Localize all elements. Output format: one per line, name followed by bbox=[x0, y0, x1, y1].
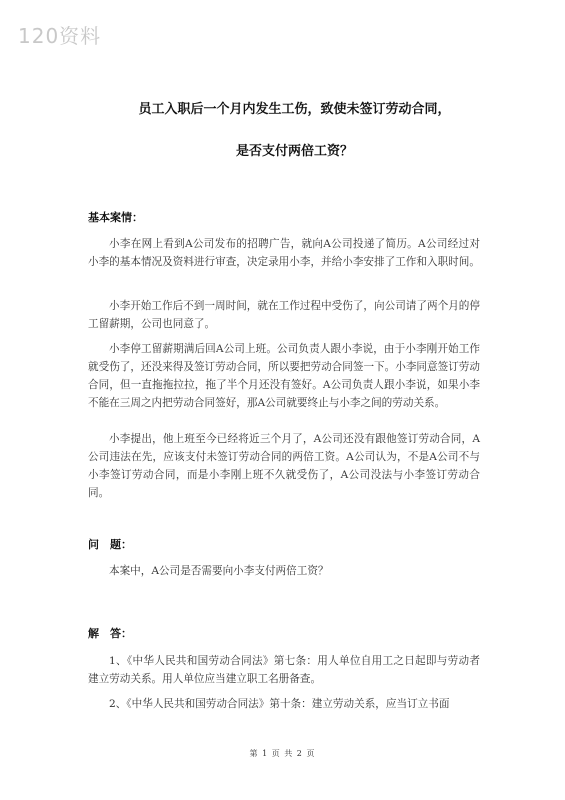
document-title-line-1: 员工入职后一个月内发生工伤，致使未签订劳动合同， bbox=[138, 102, 451, 117]
answer-item-2: 2、《中华人民共和国劳动合同法》第十条：建立劳动关系，应当订立书面 bbox=[109, 698, 450, 710]
case-paragraph-2: 小李开始工作后不到一周时间，就在工作过程中受伤了，向公司请了两个月的停工留薪期，公司也同意了。 bbox=[88, 300, 480, 330]
case-paragraph-1: 小李在网上看到A公司发布的招聘广告，就向A公司投递了简历。A公司经过对小李的基本情况及资料进行审查，决定录用小李，并给小李安排了工作和入职时间。 bbox=[88, 238, 480, 268]
question-text: 本案中，A公司是否需要向小李支付两倍工资？ bbox=[109, 565, 329, 577]
watermark: 120资料 bbox=[18, 24, 102, 48]
case-paragraph-3: 小李停工留薪期满后回A公司上班。公司负责人跟小李说，由于小李刚开始工作就受伤了，还没来得及签订劳动合同，所以要把劳动合同签一下。小李同意签订劳动合同，但一直拖拖拉拉，拖了半个月还没有签好。A公司负责人跟小李说，如果小李不能在三周之内把劳动合同签好，那A公司就要终止与小李之间的劳动关系。 bbox=[88, 343, 480, 409]
answer-heading: 解 答： bbox=[88, 627, 132, 640]
page-footer: 第 1 页 共 2 页 bbox=[249, 749, 316, 758]
case-heading: 基本案情： bbox=[88, 211, 143, 224]
question-heading: 问 题： bbox=[88, 538, 132, 551]
answer-item-1: 1、《中华人民共和国劳动合同法》第七条：用人单位自用工之日起即与劳动者建立劳动关系。用人单位应当建立职工名册备查。 bbox=[88, 655, 480, 685]
case-paragraph-4: 小李提出，他上班至今已经将近三个月了，A公司还没有跟他签订劳动合同，A公司违法在先，应该支付未签订劳动合同的两倍工资。A公司认为，不是A公司不与小李签订劳动合同，而是小李刚上班不久就受伤了，A公司没法与小李签订劳动合同。 bbox=[88, 433, 480, 499]
document-title-line-2: 是否支付两倍工资？ bbox=[235, 144, 353, 159]
